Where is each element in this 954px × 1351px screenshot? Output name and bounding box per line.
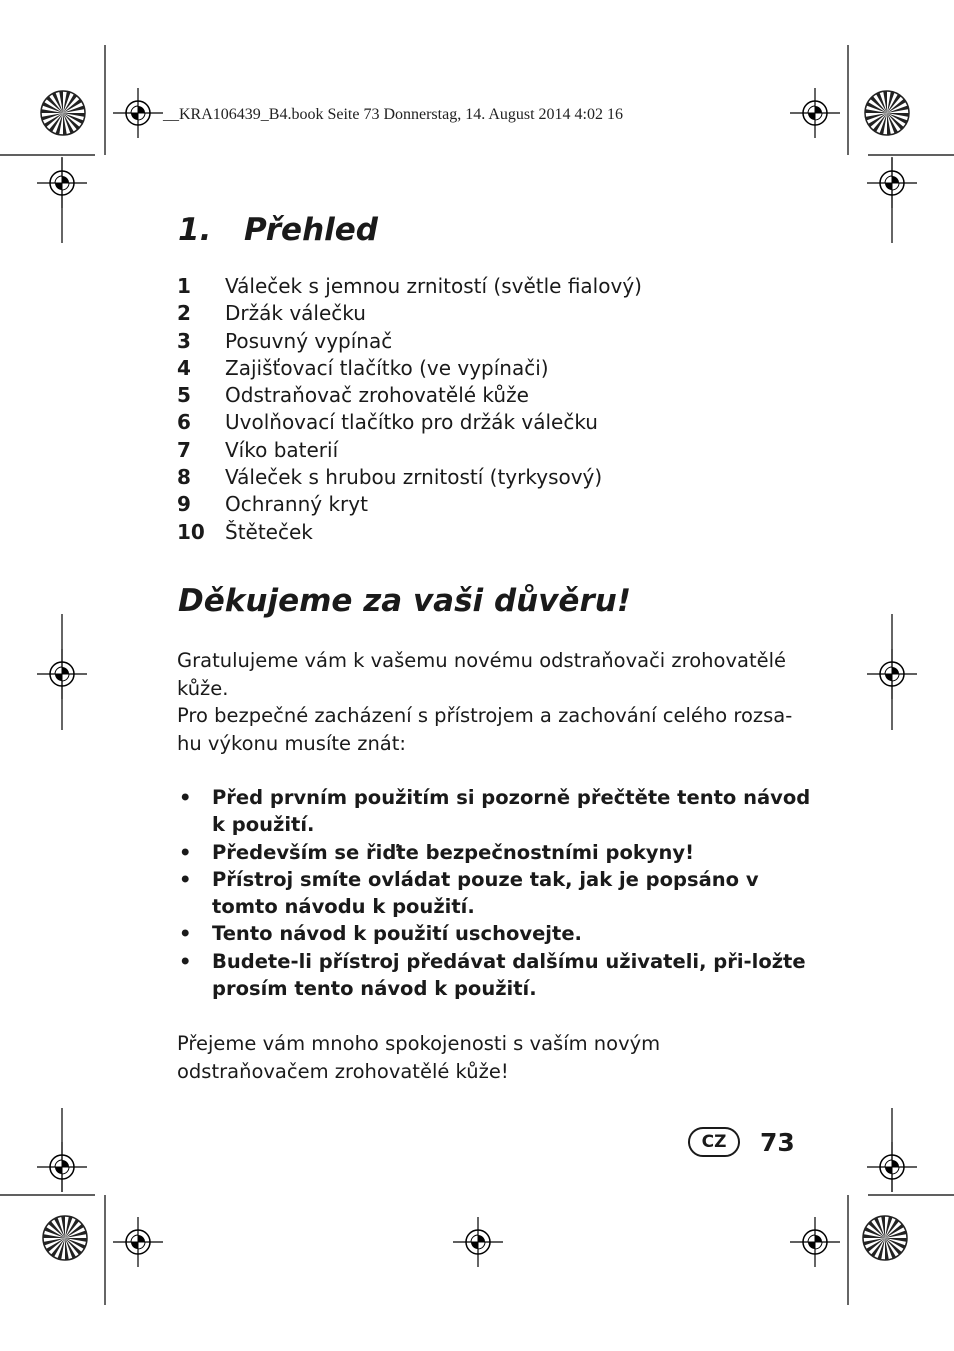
part-number: 1 — [177, 274, 191, 298]
overview-heading — [178, 212, 378, 248]
parts-list-item — [177, 464, 642, 491]
safety-bullet-item — [177, 839, 817, 866]
part-label: Víko baterií — [225, 437, 339, 462]
parts-list-item — [177, 519, 642, 546]
part-number: 3 — [177, 328, 191, 353]
book-header-line: __KRA106439_B4.book Seite 73 Donnerstag, 14. August 2014 4:02 16 — [163, 106, 623, 123]
part-number: 8 — [177, 465, 191, 490]
part-label: Uvolňovací tlačítko pro držák válečku — [225, 410, 598, 435]
crosshair-registration-icon — [453, 1217, 503, 1267]
bullet-icon: • — [179, 922, 192, 946]
parts-list — [177, 273, 642, 546]
part-number: 7 — [177, 437, 191, 462]
bullet-text: Především se řiďte bezpečnostními pokyny! — [212, 840, 695, 864]
part-label: Odstraňovač zrohovatělé kůže — [225, 383, 529, 408]
bullet-icon: • — [179, 949, 192, 973]
part-number: 2 — [177, 301, 191, 326]
bullet-text: Tento návod k použití uschovejte. — [212, 922, 582, 946]
bullet-icon: • — [179, 840, 192, 864]
crosshair-registration-icon — [867, 158, 917, 208]
parts-list-item — [177, 273, 642, 300]
parts-list-item — [177, 382, 642, 409]
bullet-text: Přístroj smíte ovládat pouze tak, jak je popsáno v tomto návodu k použití. — [212, 867, 759, 919]
parts-list-item — [177, 355, 642, 382]
part-number: 4 — [177, 355, 191, 380]
starburst-registration-icon — [863, 1216, 907, 1260]
crosshair-registration-icon — [37, 158, 87, 208]
part-label: Štěteček — [225, 519, 313, 544]
page-footer — [688, 1127, 795, 1157]
starburst-registration-icon — [41, 91, 85, 135]
safety-intro-paragraph: Pro bezpečné zacházení s přístrojem a zachování celého rozsa-hu výkonu musíte znát: — [177, 704, 793, 755]
part-number: 5 — [177, 383, 191, 408]
part-label: Posuvný vypínač — [225, 328, 393, 353]
crosshair-registration-icon — [37, 649, 87, 699]
parts-list-item — [177, 437, 642, 464]
parts-list-item — [177, 409, 642, 436]
overview-heading-text: Přehled — [244, 212, 378, 248]
safety-bullet-list — [177, 784, 817, 1002]
closing-paragraph: Přejeme vám mnoho spokojenosti s vaším novým odstraňovačem zrohovatělé kůže! — [177, 1032, 661, 1083]
part-number: 6 — [177, 410, 191, 435]
bullet-icon: • — [179, 867, 192, 891]
crosshair-registration-icon — [113, 88, 163, 138]
part-label: Váleček s hrubou zrnitostí (tyrkysový) — [225, 465, 603, 490]
bullet-text: Před prvním použitím si pozorně přečtěte tento návod k použití. — [212, 786, 811, 837]
part-label: Váleček s jemnou zrnitostí (světle fialový) — [225, 274, 642, 298]
crosshair-registration-icon — [790, 1217, 840, 1267]
intro-paragraph: Gratulujeme vám k vašemu novému odstraňovači zrohovatělé kůže. — [177, 649, 787, 700]
bullet-icon: • — [179, 786, 192, 809]
crosshair-registration-icon — [37, 1142, 87, 1192]
crosshair-registration-icon — [113, 1217, 163, 1267]
part-label: Zajišťovací tlačítko (ve vypínači) — [225, 355, 549, 380]
crosshair-registration-icon — [790, 88, 840, 138]
overview-heading-number: 1. — [178, 212, 212, 248]
parts-list-item — [177, 491, 642, 518]
safety-bullet-item — [177, 866, 817, 921]
thanks-heading: Děkujeme za vaši důvěru! — [178, 583, 631, 619]
bullet-text: Budete-li přístroj předávat dalšímu uživateli, při-ložte prosím tento návod k použití. — [212, 949, 806, 1001]
language-badge: CZ — [688, 1127, 740, 1157]
starburst-registration-icon — [865, 91, 909, 135]
parts-list-item — [177, 328, 642, 355]
safety-bullet-item — [177, 784, 817, 839]
safety-bullet-item — [177, 948, 817, 1003]
crosshair-registration-icon — [867, 1142, 917, 1192]
starburst-registration-icon — [43, 1216, 87, 1260]
part-label: Ochranný kryt — [225, 492, 368, 517]
safety-bullet-item — [177, 920, 817, 947]
parts-list-item — [177, 300, 642, 327]
part-number: 10 — [177, 519, 205, 544]
part-label: Držák válečku — [225, 301, 366, 326]
crosshair-registration-icon — [867, 649, 917, 699]
part-number: 9 — [177, 492, 191, 517]
page-number: 73 — [760, 1127, 795, 1157]
